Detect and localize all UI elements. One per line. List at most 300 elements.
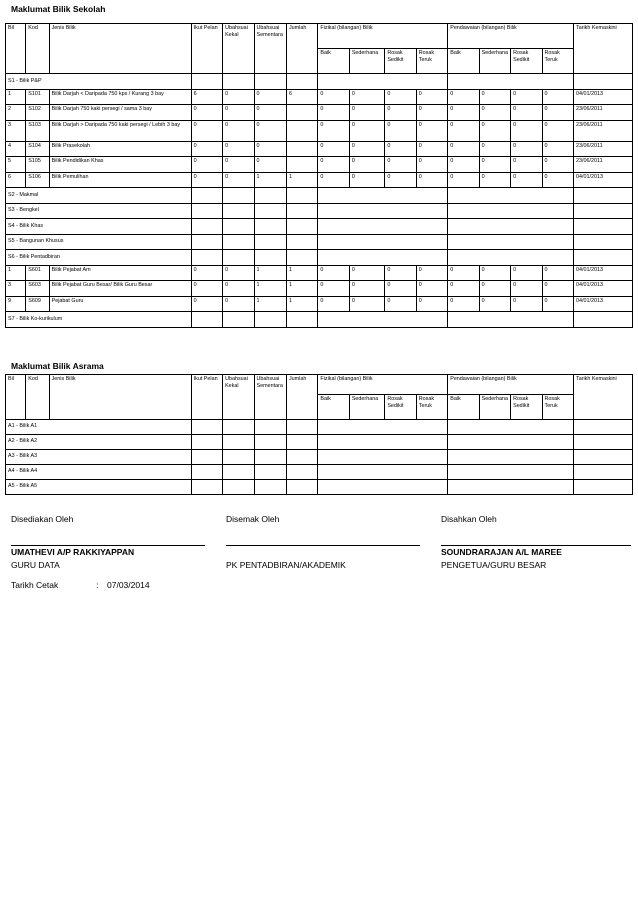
cell-ikut: 0 [191,141,222,157]
cell-p2: 0 [479,281,510,297]
subheader-rosak-sedikit: Rosak Sedikit [385,395,416,420]
empty-cell [448,465,574,480]
empty-cell [448,203,574,219]
group-row [6,219,633,235]
table-row [6,296,633,312]
cell-f4: 0 [416,141,447,157]
cell-p2: 0 [479,120,510,141]
cell-jumlah [286,157,317,173]
cell-jenis: Bilik Pejabat Guru Besar/ Bilik Guru Besar [49,281,191,297]
empty-cell [574,480,633,495]
subheader-sederhana: Sederhana [479,395,510,420]
group-label: A1 - Bilik A1 [6,420,192,435]
cell-jenis: Bilik Pemulihan [49,172,191,188]
group-row [6,74,633,90]
cell-p1: 0 [448,265,479,281]
empty-cell [223,234,254,250]
cell-kekal: 0 [223,105,254,121]
empty-cell [254,188,286,204]
cell-kod: S103 [26,120,49,141]
cell-f2: 0 [349,120,385,141]
cell-p1: 0 [448,157,479,173]
cell-f4: 0 [416,89,447,105]
group-label: S3 - Bengkel [6,203,192,219]
cell-f1: 0 [318,141,349,157]
cell-f1: 0 [318,105,349,121]
empty-cell [574,465,633,480]
empty-cell [286,74,317,90]
cell-kekal: 0 [223,157,254,173]
empty-cell [286,420,317,435]
cell-f4: 0 [416,296,447,312]
group-label: S5 - Bangunan Khusus [6,234,192,250]
cell-f3: 0 [385,296,416,312]
cell-tarikh: 23/06/2011 [574,157,633,173]
cell-p3: 0 [511,141,542,157]
header-ikut-pelan: Ikut Pelan [191,375,222,420]
header-bil: Bil [6,375,26,420]
group-label: A3 - Bilik A3 [6,450,192,465]
empty-cell [191,312,222,328]
empty-cell [318,312,448,328]
cell-sementara: 0 [254,89,286,105]
hostel-section-title: Maklumat Bilik Asrama [11,361,104,371]
empty-cell [191,480,222,495]
subheader-rosak-teruk: Rosak Teruk [542,395,573,420]
empty-cell [191,219,222,235]
cell-jenis: Bilik Pendidikan Khas [49,157,191,173]
group-label: S7 - Bilik Ko-kurikulum [6,312,192,328]
cell-p1: 0 [448,120,479,141]
school-section-title: Maklumat Bilik Sekolah [11,4,106,14]
cell-kekal: 0 [223,265,254,281]
empty-cell [223,480,254,495]
empty-cell [318,420,448,435]
empty-cell [448,219,574,235]
cell-p1: 0 [448,296,479,312]
header-jumlah: Jumlah [286,375,317,420]
cell-f2: 0 [349,172,385,188]
cell-p2: 0 [479,157,510,173]
subheader-rosak-sedikit: Rosak Sedikit [511,395,542,420]
approved-signature-line [441,545,631,546]
empty-cell [574,234,633,250]
cell-p4: 0 [542,281,573,297]
empty-cell [191,465,222,480]
subheader-sederhana: Sederhana [349,49,385,74]
table-row [6,141,633,157]
cell-jumlah: 1 [286,265,317,281]
empty-cell [286,435,317,450]
empty-cell [223,420,254,435]
cell-jenis: Pejabat Guru [49,296,191,312]
prepared-by-name: UMATHEVI A/P RAKKIYAPPAN [11,547,135,557]
empty-cell [191,450,222,465]
cell-jenis: Bilik Darjah < Daripada 750 kps / Kurang 3 bay [49,89,191,105]
empty-cell [191,188,222,204]
cell-bil: 3 [6,281,26,297]
empty-cell [318,250,448,266]
cell-sementara: 0 [254,141,286,157]
empty-cell [574,203,633,219]
empty-cell [191,203,222,219]
empty-cell [254,480,286,495]
cell-ikut: 0 [191,120,222,141]
prepared-by-role: GURU DATA [11,560,60,570]
empty-cell [254,312,286,328]
cell-sementara: 0 [254,120,286,141]
cell-p3: 0 [511,296,542,312]
cell-tarikh: 04/01/2013 [574,172,633,188]
approved-by-role: PENGETUA/GURU BESAR [441,560,547,570]
cell-ikut: 0 [191,105,222,121]
cell-sementara: 0 [254,105,286,121]
cell-tarikh: 04/01/2013 [574,89,633,105]
empty-cell [286,188,317,204]
cell-ikut: 0 [191,281,222,297]
cell-p4: 0 [542,120,573,141]
cell-p2: 0 [479,105,510,121]
cell-f1: 0 [318,265,349,281]
cell-kod: S601 [26,265,49,281]
empty-cell [254,234,286,250]
cell-f4: 0 [416,105,447,121]
cell-p4: 0 [542,296,573,312]
empty-cell [448,420,574,435]
cell-p4: 0 [542,141,573,157]
school-rooms-table [5,23,633,328]
empty-cell [448,435,574,450]
empty-cell [448,74,574,90]
header-ubahsuai-kekal: Ubahsuai Kekal [223,375,254,420]
empty-cell [318,450,448,465]
cell-p3: 0 [511,120,542,141]
cell-f2: 0 [349,265,385,281]
subheader-sederhana: Sederhana [479,49,510,74]
cell-f2: 0 [349,157,385,173]
cell-kod: S105 [26,157,49,173]
cell-p1: 0 [448,105,479,121]
cell-kekal: 0 [223,141,254,157]
group-row [6,203,633,219]
cell-sementara: 1 [254,281,286,297]
empty-cell [223,450,254,465]
empty-cell [286,219,317,235]
cell-ikut: 0 [191,265,222,281]
cell-kod: S609 [26,296,49,312]
print-date-value: 07/03/2014 [107,580,150,590]
empty-cell [286,234,317,250]
cell-sementara: 1 [254,296,286,312]
cell-f2: 0 [349,141,385,157]
header-ubahsuai-kekal: Ubahsuai Kekal [223,24,254,74]
table-row [6,281,633,297]
empty-cell [191,234,222,250]
cell-tarikh: 04/01/2013 [574,281,633,297]
header-row [6,375,633,395]
empty-cell [448,188,574,204]
group-row [6,188,633,204]
cell-bil: 3 [6,120,26,141]
empty-cell [223,250,254,266]
empty-cell [223,312,254,328]
empty-cell [574,312,633,328]
cell-f1: 0 [318,157,349,173]
subheader-baik: Baik [448,395,479,420]
header-kod: Kod [26,375,49,420]
empty-cell [286,312,317,328]
cell-p3: 0 [511,172,542,188]
cell-p3: 0 [511,157,542,173]
cell-f2: 0 [349,296,385,312]
empty-cell [318,188,448,204]
cell-tarikh: 23/06/2011 [574,120,633,141]
cell-p1: 0 [448,281,479,297]
cell-kod: S106 [26,172,49,188]
cell-f1: 0 [318,89,349,105]
cell-bil: 1 [6,89,26,105]
cell-ikut: 0 [191,157,222,173]
empty-cell [286,480,317,495]
subheader-rosak-sedikit: Rosak Sedikit [511,49,542,74]
cell-p2: 0 [479,141,510,157]
cell-jenis: Bilik Darjah > Daripada 750 kaki persegi / Lebih 3 bay [49,120,191,141]
table-row [6,265,633,281]
empty-cell [448,480,574,495]
cell-f3: 0 [385,141,416,157]
group-row [6,450,633,465]
subheader-rosak-teruk: Rosak Teruk [416,395,447,420]
header-bil: Bil [6,24,26,74]
header-jenis-bilik: Jenis Bilik [49,24,191,74]
header-ikut-pelan: Ikut Pelan [191,24,222,74]
cell-p2: 0 [479,296,510,312]
cell-bil: 5 [6,157,26,173]
empty-cell [254,219,286,235]
cell-bil: 2 [6,105,26,121]
cell-f4: 0 [416,265,447,281]
subheader-rosak-teruk: Rosak Teruk [542,49,573,74]
cell-jenis: Bilik Prasekolah [49,141,191,157]
cell-kod: S101 [26,89,49,105]
cell-f1: 0 [318,120,349,141]
cell-f4: 0 [416,157,447,173]
empty-cell [191,250,222,266]
group-row [6,312,633,328]
group-row [6,234,633,250]
approved-by-name: SOUNDRARAJAN A/L MAREE [441,547,562,557]
empty-cell [191,435,222,450]
header-ubahsuai-sementara: Ubahsuai Sementara [254,375,286,420]
subheader-sederhana: Sederhana [349,395,385,420]
empty-cell [191,74,222,90]
cell-jumlah: 6 [286,89,317,105]
subheader-baik: Baik [318,395,349,420]
cell-p3: 0 [511,105,542,121]
cell-jumlah: 1 [286,172,317,188]
cell-jumlah [286,120,317,141]
cell-f3: 0 [385,172,416,188]
print-date-separator: : [96,580,99,590]
empty-cell [448,450,574,465]
cell-p4: 0 [542,89,573,105]
cell-jumlah [286,141,317,157]
group-label: S4 - Bilik Khas [6,219,192,235]
subheader-baik: Baik [318,49,349,74]
cell-f2: 0 [349,105,385,121]
hostel-rooms-table [5,374,633,495]
cell-f3: 0 [385,120,416,141]
cell-jumlah: 1 [286,281,317,297]
group-row [6,420,633,435]
print-date-label: Tarikh Cetak [11,580,59,590]
table-row [6,172,633,188]
cell-kekal: 0 [223,120,254,141]
header-pendawaian: Pendawaian (bilangan) Bilik [448,375,574,395]
group-row [6,465,633,480]
cell-sementara: 1 [254,172,286,188]
group-label: S6 - Bilik Pentadbiran [6,250,192,266]
group-label: S2 - Makmal [6,188,192,204]
empty-cell [574,420,633,435]
header-fizikal: Fizikal (bilangan) Bilik [318,375,448,395]
cell-jumlah [286,105,317,121]
cell-tarikh: 23/06/2011 [574,105,633,121]
prepared-by-label: Disediakan Oleh [11,514,74,524]
empty-cell [223,188,254,204]
cell-f3: 0 [385,281,416,297]
cell-ikut: 0 [191,172,222,188]
cell-p3: 0 [511,281,542,297]
checked-by-label: Disemak Oleh [226,514,280,524]
cell-p3: 0 [511,89,542,105]
table-row [6,120,633,141]
empty-cell [286,465,317,480]
cell-jumlah: 1 [286,296,317,312]
empty-cell [286,450,317,465]
cell-f1: 0 [318,172,349,188]
empty-cell [254,74,286,90]
cell-p4: 0 [542,265,573,281]
cell-f3: 0 [385,265,416,281]
header-ubahsuai-sementara: Ubahsuai Sementara [254,24,286,74]
cell-p4: 0 [542,157,573,173]
cell-kod: S104 [26,141,49,157]
header-jumlah: Jumlah [286,24,317,74]
group-row [6,435,633,450]
checked-by-role: PK PENTADBIRAN/AKADEMIK [226,560,346,570]
cell-sementara: 1 [254,265,286,281]
table-row [6,157,633,173]
cell-kekal: 0 [223,89,254,105]
cell-kekal: 0 [223,172,254,188]
cell-tarikh: 04/01/2013 [574,265,633,281]
empty-cell [318,74,448,90]
empty-cell [223,465,254,480]
empty-cell [574,188,633,204]
cell-f1: 0 [318,281,349,297]
empty-cell [286,203,317,219]
empty-cell [223,203,254,219]
cell-kod: S603 [26,281,49,297]
empty-cell [318,435,448,450]
group-row [6,250,633,266]
cell-bil: 1 [6,265,26,281]
header-jenis-bilik: Jenis Bilik [49,375,191,420]
table-row [6,89,633,105]
empty-cell [254,203,286,219]
cell-kekal: 0 [223,281,254,297]
header-kod: Kod [26,24,49,74]
table-row [6,105,633,121]
empty-cell [318,465,448,480]
cell-f1: 0 [318,296,349,312]
approved-by-label: Disahkan Oleh [441,514,497,524]
cell-f4: 0 [416,120,447,141]
cell-f4: 0 [416,172,447,188]
subheader-rosak-teruk: Rosak Teruk [416,49,447,74]
header-tarikh-kemaskini: Tarikh Kemaskini [574,375,633,420]
group-row [6,480,633,495]
cell-tarikh: 23/06/2011 [574,141,633,157]
cell-jenis: Bilik Pejabat Am [49,265,191,281]
cell-ikut: 6 [191,89,222,105]
empty-cell [223,74,254,90]
cell-f3: 0 [385,105,416,121]
header-fizikal: Fizikal (bilangan) Bilik [318,24,448,49]
empty-cell [574,450,633,465]
header-tarikh-kemaskini: Tarikh Kemaskini [574,24,633,74]
empty-cell [448,234,574,250]
empty-cell [574,435,633,450]
cell-kekal: 0 [223,296,254,312]
empty-cell [318,203,448,219]
empty-cell [318,219,448,235]
group-label: S1 - Bilik P&P [6,74,192,90]
subheader-baik: Baik [448,49,479,74]
cell-p3: 0 [511,265,542,281]
cell-bil: 4 [6,141,26,157]
group-label: A5 - Bilik A5 [6,480,192,495]
cell-bil: 6 [6,172,26,188]
cell-p1: 0 [448,141,479,157]
prepared-signature-line [11,545,205,546]
empty-cell [448,250,574,266]
empty-cell [574,219,633,235]
cell-jenis: Bilik Darjah 750 kaki persegi / sama 3 bay [49,105,191,121]
cell-p2: 0 [479,265,510,281]
empty-cell [254,250,286,266]
empty-cell [223,219,254,235]
empty-cell [254,435,286,450]
empty-cell [286,250,317,266]
group-label: A2 - Bilik A2 [6,435,192,450]
subheader-rosak-sedikit: Rosak Sedikit [385,49,416,74]
cell-p4: 0 [542,105,573,121]
cell-kod: S102 [26,105,49,121]
cell-p1: 0 [448,89,479,105]
cell-p2: 0 [479,89,510,105]
cell-tarikh: 04/01/2013 [574,296,633,312]
cell-f4: 0 [416,281,447,297]
empty-cell [254,420,286,435]
empty-cell [254,450,286,465]
cell-p1: 0 [448,172,479,188]
empty-cell [574,250,633,266]
cell-sementara: 0 [254,157,286,173]
cell-f2: 0 [349,281,385,297]
cell-p2: 0 [479,172,510,188]
